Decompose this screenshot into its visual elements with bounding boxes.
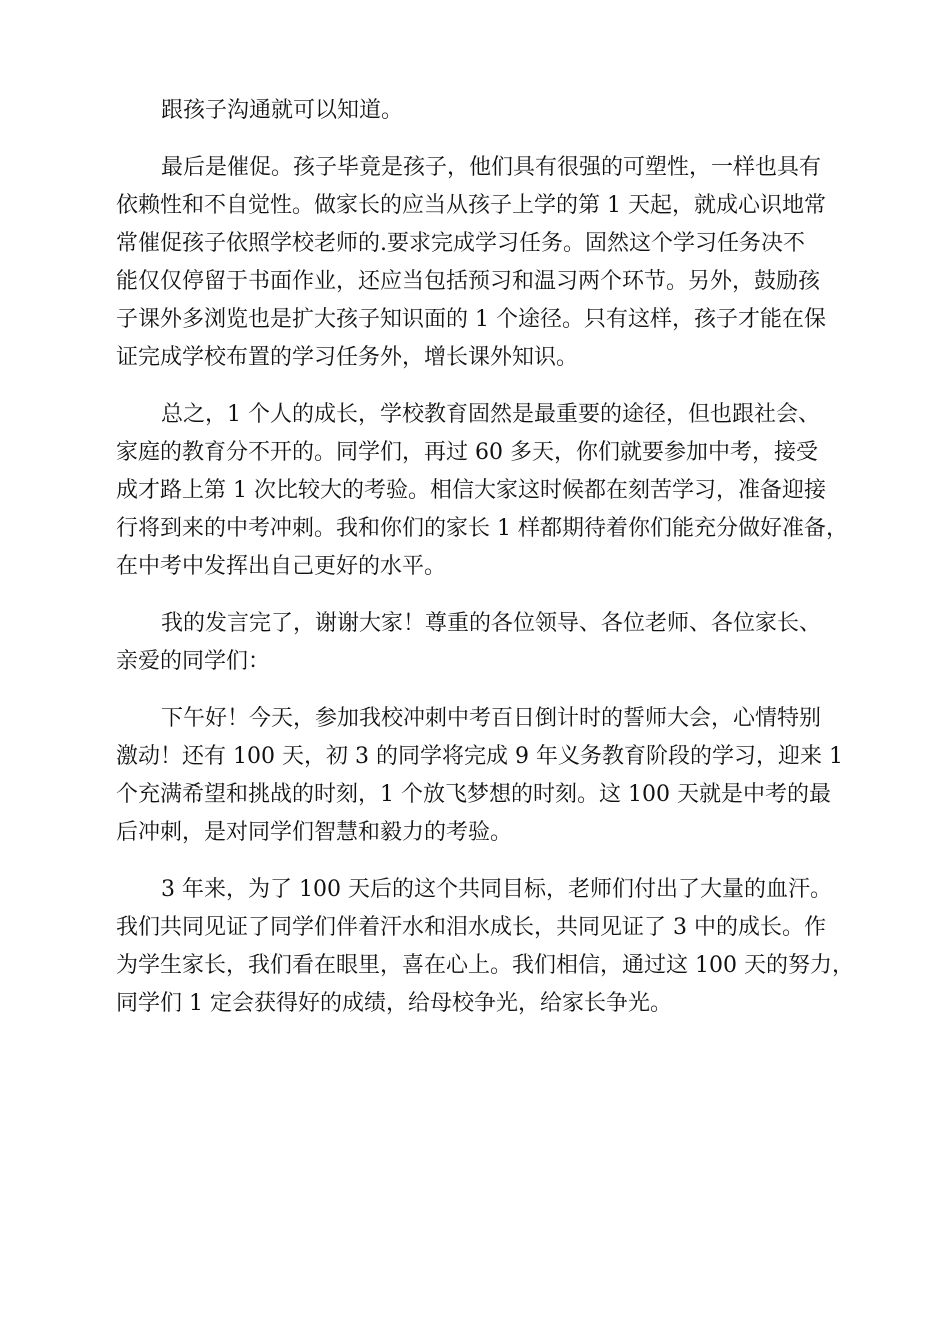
paragraph-line: 下午好！今天，参加我校冲刺中考百日倒计时的誓师大会，心情特别	[161, 706, 822, 731]
paragraph-line: 最后是催促。孩子毕竟是孩子，他们具有很强的可塑性，一样也具有	[161, 155, 822, 180]
paragraph-2	[116, 149, 856, 377]
paragraph-3	[116, 396, 856, 586]
paragraph-line: 总之，1 个人的成长，学校教育固然是最重要的途径，但也跟社会、	[161, 402, 820, 427]
paragraph-line: 能仅仅停留于书面作业，还应当包括预习和温习两个环节。另外，鼓励孩	[116, 269, 821, 294]
paragraph-4	[116, 605, 856, 681]
paragraph-line: 同学们 1 定会获得好的成绩，给母校争光，给家长争光。	[116, 991, 672, 1016]
document-page	[116, 92, 856, 1023]
paragraph-line: 依赖性和不自觉性。做家长的应当从孩子上学的第 1 天起，就成心识地常	[116, 193, 826, 218]
paragraph-5	[116, 700, 856, 852]
paragraph-line: 为学生家长，我们看在眼里，喜在心上。我们相信，通过这 100 天的努力，	[116, 953, 854, 978]
paragraph-line: 行将到来的中考冲刺。我和你们的家长 1 样都期待着你们能充分做好准备，	[116, 516, 848, 541]
paragraph-line: 证完成学校布置的学习任务外，增长课外知识。	[116, 345, 579, 370]
paragraph-line: 成才路上第 1 次比较大的考验。相信大家这时候都在刻苦学习，准备迎接	[116, 478, 826, 503]
paragraph-line: 亲爱的同学们：	[116, 649, 271, 674]
paragraph-line: 个充满希望和挑战的时刻，1 个放飞梦想的时刻。这 100 天就是中考的最	[116, 782, 831, 807]
paragraph-line: 3 年来，为了 100 天后的这个共同目标，老师们付出了大量的血汗。	[161, 877, 832, 902]
paragraph-line: 常催促孩子依照学校老师的.要求完成学习任务。固然这个学习任务决不	[116, 231, 805, 256]
paragraph-1	[116, 92, 856, 130]
paragraph-line: 在中考中发挥出自己更好的水平。	[116, 554, 447, 579]
paragraph-line: 跟孩子沟通就可以知道。	[161, 98, 404, 123]
paragraph-line: 我的发言完了，谢谢大家！尊重的各位领导、各位老师、各位家长、	[161, 611, 822, 636]
paragraph-6	[116, 871, 856, 1023]
paragraph-line: 后冲刺，是对同学们智慧和毅力的考验。	[116, 820, 513, 845]
paragraph-line: 家庭的教育分不开的。同学们，再过 60 多天，你们就要参加中考，接受	[116, 440, 818, 465]
paragraph-line: 激动！还有 100 天，初 3 的同学将完成 9 年义务教育阶段的学习，迎来 1	[116, 744, 843, 769]
paragraph-line: 我们共同见证了同学们伴着汗水和泪水成长，共同见证了 3 中的成长。作	[116, 915, 826, 940]
paragraph-line: 子课外多浏览也是扩大孩子知识面的 1 个途径。只有这样，孩子才能在保	[116, 307, 826, 332]
